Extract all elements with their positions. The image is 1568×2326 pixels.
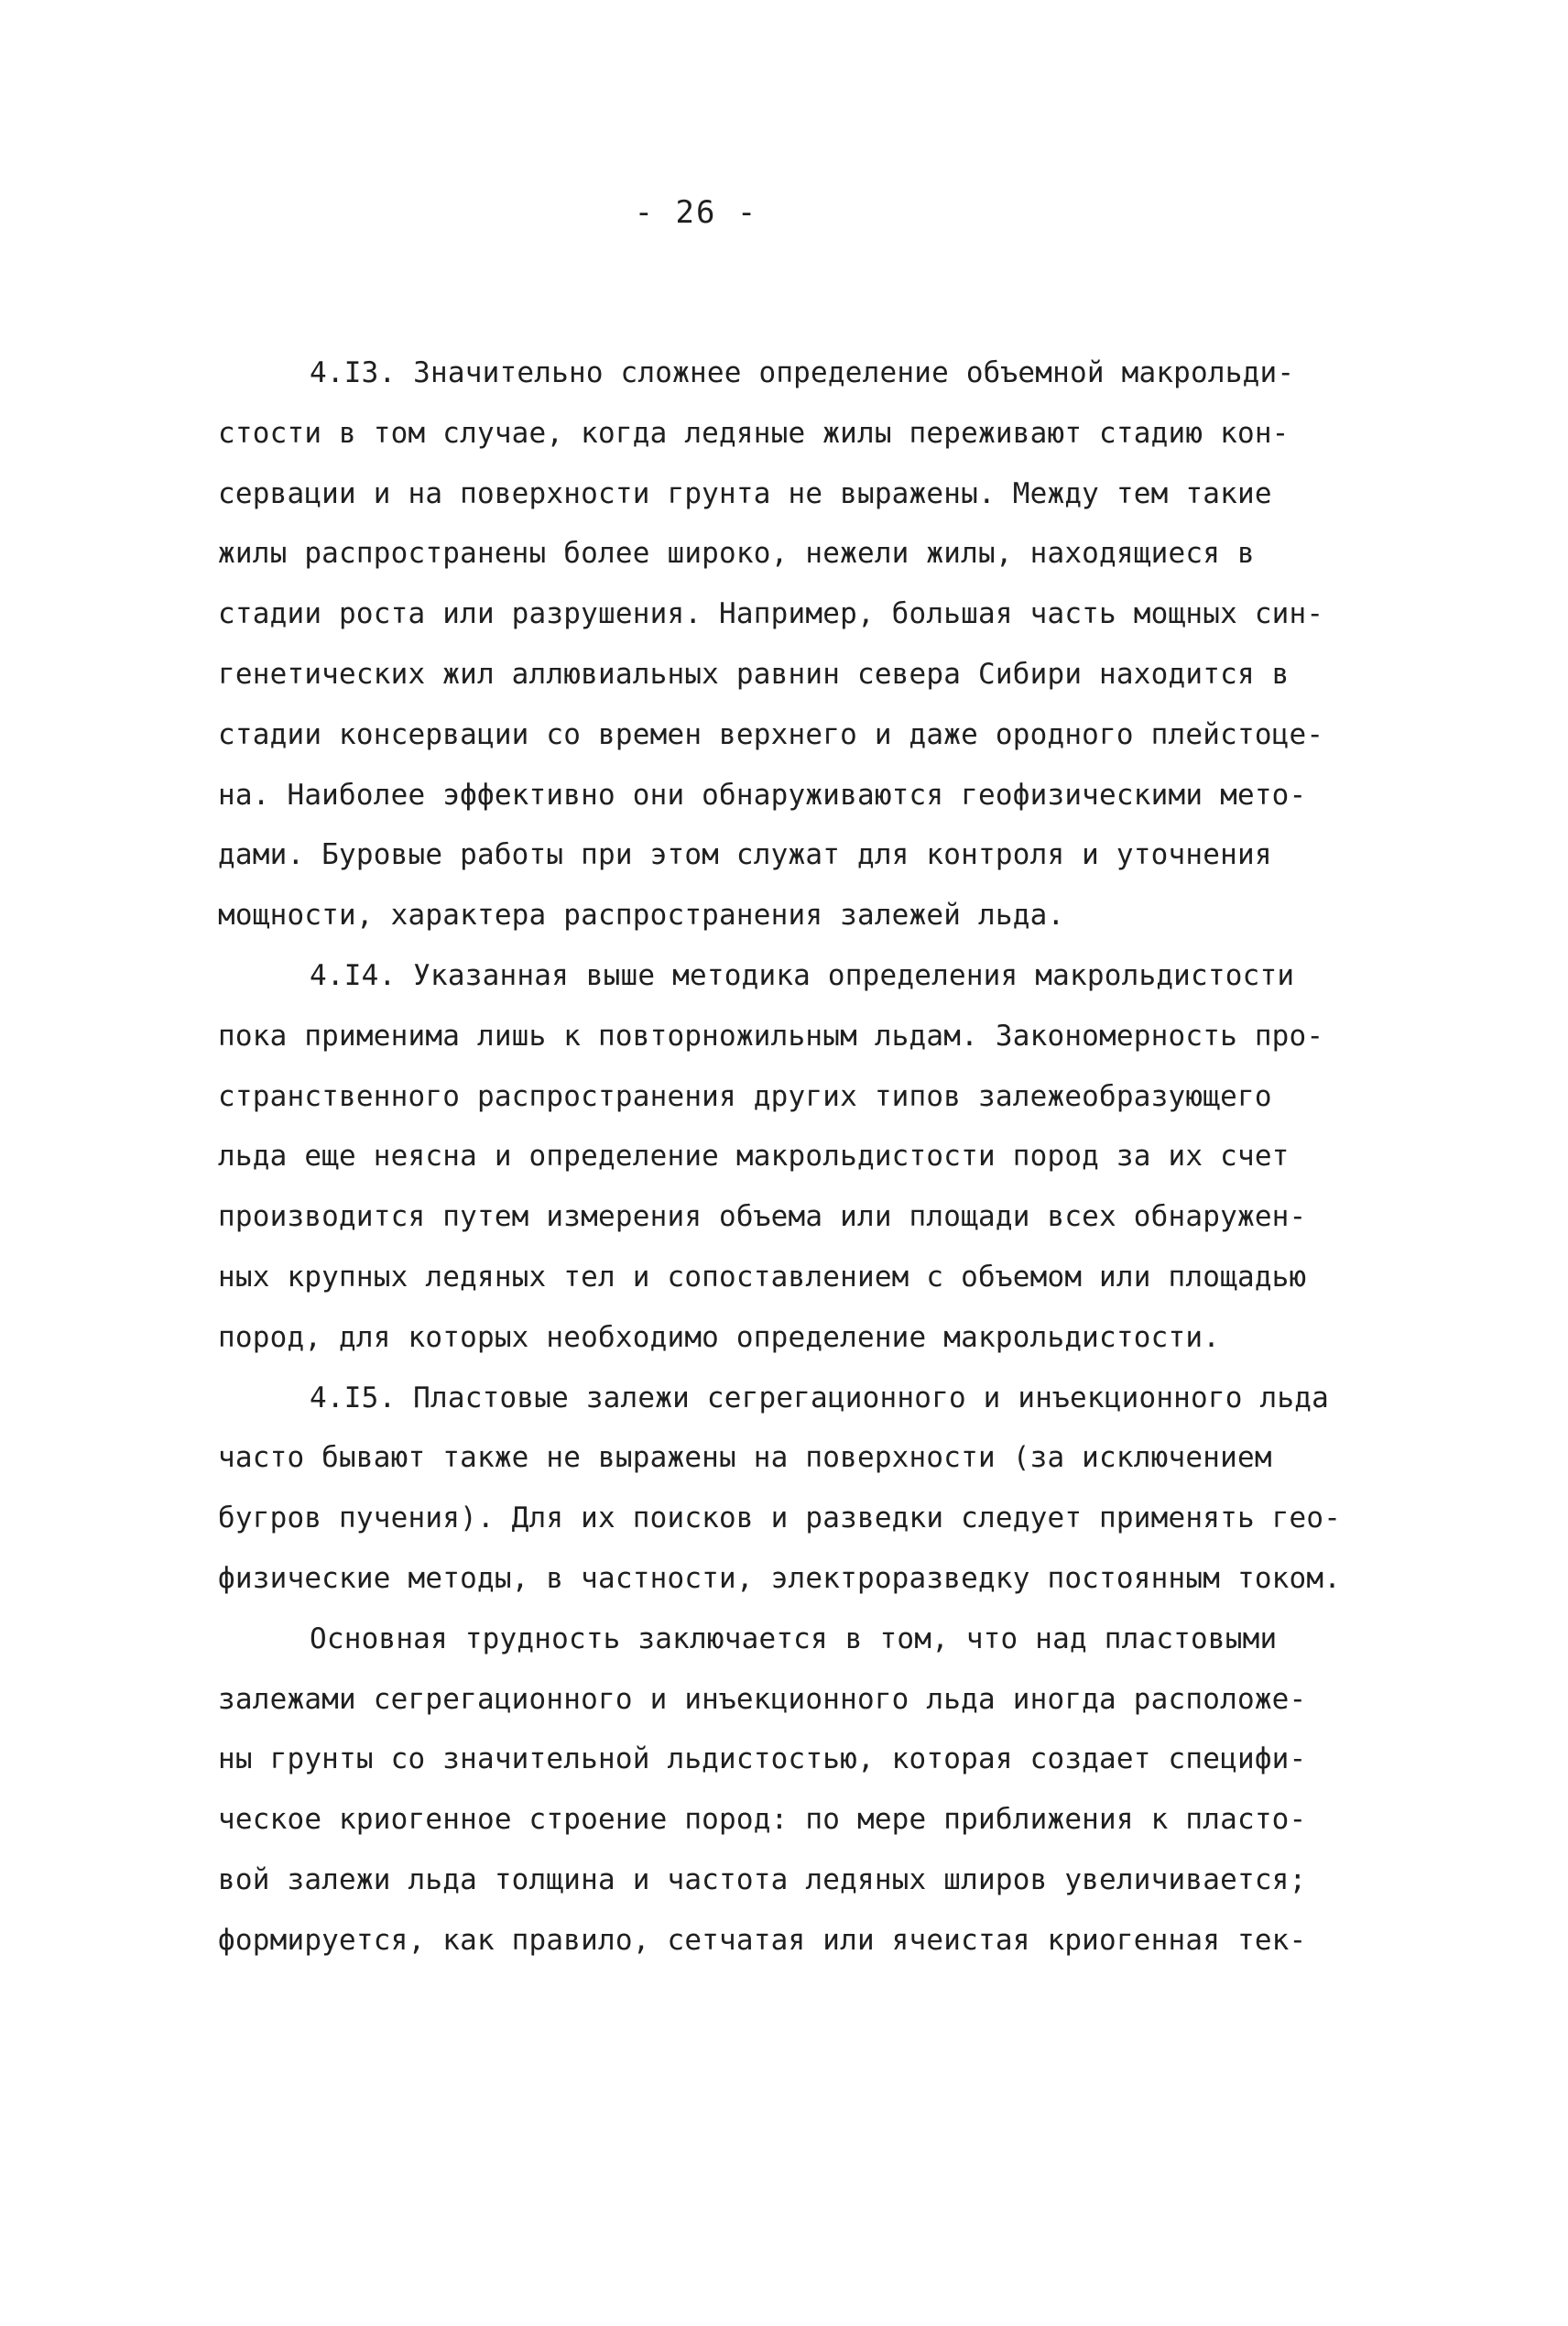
text-line: пород, для которых необходимо определение макрольдистости. — [218, 1320, 1221, 1354]
text-line: на. Наиболее эффективно они обнаруживаются геофизическими мето- — [218, 778, 1307, 812]
text-line: бугров пучения). Для их поисков и разведки следует применять гео- — [218, 1502, 1342, 1535]
text-line: Основная трудность заключается в том, что над пластовыми — [310, 1622, 1278, 1655]
text-line: жилы распространены более широко, нежели жилы, находящиеся в — [218, 537, 1255, 571]
text-line: 4.I5. Пластовые залежи сегрегационного и инъекционного льда — [310, 1381, 1329, 1414]
text-line: дами. Буровые работы при этом служат для контроля и уточнения — [218, 838, 1272, 872]
body-text — [218, 344, 1427, 1971]
text-line: странственного распространения других типов залежеобразующего — [218, 1079, 1272, 1113]
text-line: стадии роста или разрушения. Например, большая часть мощных син- — [218, 597, 1324, 631]
text-line: часто бывают также не выражены на поверхности (за исключением — [218, 1441, 1272, 1475]
text-line: генетических жил аллювиальных равнин севера Сибири находится в — [218, 657, 1290, 691]
text-line: вой залежи льда толщина и частота ледяных шлиров увеличивается; — [218, 1862, 1307, 1896]
text-line: залежами сегрегационного и инъекционного льда иногда расположе- — [218, 1682, 1307, 1716]
text-line: ческое криогенное строение пород: по мере приближения к пласто- — [218, 1803, 1307, 1837]
text-line: ны грунты со значительной льдистостью, которая создает специфи- — [218, 1742, 1307, 1776]
text-line: физические методы, в частности, электроразведку постоянным током. — [218, 1561, 1342, 1595]
text-line: 4.I4. Указанная выше методика определения макрольдистости — [310, 958, 1295, 992]
text-line: льда еще неясна и определение макрольдистости пород за их счет — [218, 1140, 1290, 1174]
text-line: производится путем измерения объема или площади всех обнаружен- — [218, 1200, 1307, 1234]
text-line: сервации и на поверхности грунта не выражены. Между тем такие — [218, 476, 1272, 510]
text-line: формируется, как правило, сетчатая или ячеистая криогенная тек- — [218, 1923, 1307, 1957]
text-line: стадии консервации со времен верхнего и даже ородного плейстоце- — [218, 717, 1324, 751]
text-line: ных крупных ледяных тел и сопоставлением с объемом или площадью — [218, 1260, 1307, 1294]
text-line: 4.I3. Значительно сложнее определение объемной макрольди- — [310, 356, 1295, 389]
page-number: - 26 - — [634, 194, 758, 231]
text-line: пока применима лишь к повторножильным льдам. Закономерность про- — [218, 1019, 1324, 1053]
text-line: мощности, характера распространения залежей льда. — [218, 899, 1065, 933]
text-line: стости в том случае, когда ледяные жилы переживают стадию кон- — [218, 416, 1290, 450]
